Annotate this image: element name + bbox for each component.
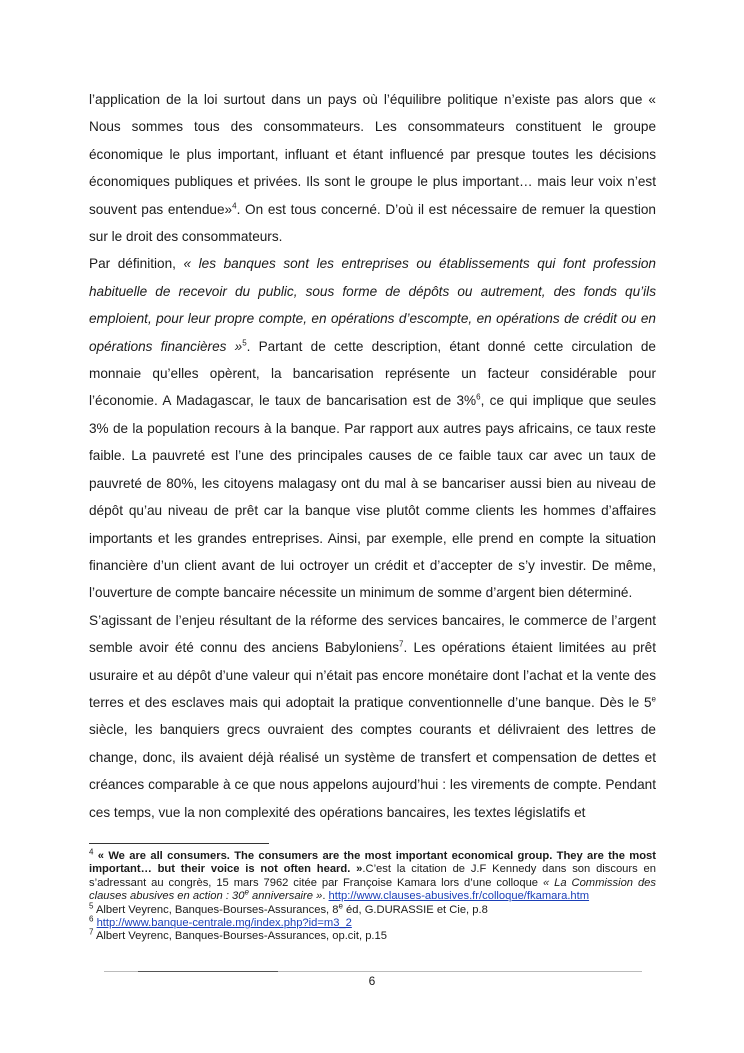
footnote-ref-6[interactable]: 6 (476, 392, 481, 402)
footnote-4 (89, 847, 657, 904)
footnote-number: 5 (89, 900, 94, 910)
footnote-ref-5[interactable]: 5 (242, 338, 247, 348)
footnote-7-text: Albert Veyrenc, Banques-Bourses-Assurances, op.cit, p.15 (95, 930, 387, 943)
body-text (89, 86, 656, 826)
bank-definition-quote: « les banques sont les entreprises ou établissements qui font profession habituelle de recevoir du public, sous forme de dépôts ou autrement, des fonds qu’ils emploient, pour leur propre compte, en opérations d’escompte, en opérations de crédit ou en opérations financières » (89, 256, 656, 354)
footnote-4-sep: . (322, 890, 329, 903)
footer-divider (104, 971, 642, 972)
edition-superscript: e (338, 900, 343, 910)
footnote-number: 4 (89, 847, 94, 857)
banque-centrale-link[interactable]: http://www.banque-centrale.mg/index.php?id=m3_2 (96, 917, 352, 930)
paragraph-1-text-cont: . On est tous concerné. D’où il est nécessaire de remuer la question sur le droit des consommateurs. (89, 201, 656, 245)
footnote-ref-7[interactable]: 7 (399, 639, 404, 649)
kennedy-quote: « We are all consumers. The consumers are the most important economical group. They are the most important… but their voice is not often heard. » (89, 850, 657, 876)
paragraph-3-text: S’agissant de l’enjeu résultant de la réforme des services bancaires, le commerce de l’argent semble avoir été connu des anciens Babyloniens (89, 612, 656, 656)
footnote-7 (89, 927, 656, 943)
footnote-number: 7 (89, 927, 94, 937)
paragraph-1 (89, 86, 656, 250)
footnote-number: 6 (89, 914, 94, 924)
colloque-title-sup: e (244, 887, 249, 897)
clauses-abusives-link[interactable]: http://www.clauses-abusives.fr/colloque/fkamara.htm (328, 890, 590, 903)
page-number: 6 (368, 974, 376, 988)
footnote-4-text: .C’est la citation de J.F Kennedy dans son discours en s’adressant au congrès, 15 mars 7962 citée par Françoise Kamara lors d’une colloque (89, 863, 656, 889)
footer-divider-accent (138, 971, 278, 972)
paragraph-2-text: . Partant de cette description, étant donné cette circulation de monnaie qu’elles opèrent, la bancarisation représente un facteur considérable pour l’économie. A Madagascar, le taux de bancarisation est de 3% (89, 338, 656, 409)
footnote-5 (89, 900, 656, 917)
paragraph-2-text-cont: , ce qui implique que seules 3% de la population recours à la banque. Par rapport aux autres pays africains, ce taux reste faible. La pauvreté est l’une des principales causes de ce faible taux car avec un taux de pauvreté de 80%, les citoyens malagasy ont du mal à se bancariser aussi bien au niveau de dépôt qu’au niveau de prêt car la banque vise plutôt comme clients les hommes d’affaires importants et les grandes entreprises. Ainsi, par exemple, elle prend en compte la situation financière d’un client avant de lui octroyer un crédit et d’accepter de s’y investir. De même, l’ouverture de compte bancaire nécessite un minimum de somme d’argent bien déterminé. (89, 393, 656, 601)
colloque-title-end: anniversaire » (248, 890, 323, 903)
ordinal-superscript: e (651, 694, 656, 704)
footnotes (89, 847, 657, 944)
footnote-separator (89, 843, 269, 844)
footnote-5-text-end: éd, G.DURASSIE et Cie, p.8 (342, 903, 488, 916)
paragraph-3-text-end: siècle, les banquiers grecs ouvraient des comptes courants et délivraient des lettres de change, donc, ils avaient déjà réalisé un système de transfert et compensation de dettes et créances comparable à ce que nous appelons aujourd’hui : les virements de compte. Pendant ces temps, vue la non complexité des opérations bancaires, les textes législatifs et (89, 722, 656, 820)
paragraph-2 (89, 250, 656, 606)
paragraph-3 (89, 607, 656, 826)
paragraph-3-text-cont: . Les opérations étaient limitées au prêt usuraire et au dépôt d’une valeur qui n’était pas encore monétaire dont l’achat et la vente des terres et des esclaves mais qui adoptait la pratique conventionnelle d’une banque. Dès le 5 (89, 640, 656, 710)
footnote-ref-4[interactable]: 4 (232, 201, 237, 211)
footnote-6 (89, 914, 656, 930)
colloque-title-text: « La Commission des clauses abusives en action : 30 (89, 876, 656, 903)
paragraph-2-intro: Par définition, (89, 256, 184, 272)
footnote-5-text: Albert Veyrenc, Banques-Bourses-Assurances, 8 (95, 903, 339, 916)
paragraph-1-text: l’application de la loi surtout dans un pays où l’équilibre politique n’existe pas alors que « Nous sommes tous des consommateurs. Les consommateurs constituent le groupe économique le plus important, influant et étant influencé par presque toutes les décisions économiques publiques et privées. Ils sont le groupe le plus important… mais leur voix n’est souvent pas entendue» (89, 92, 656, 217)
